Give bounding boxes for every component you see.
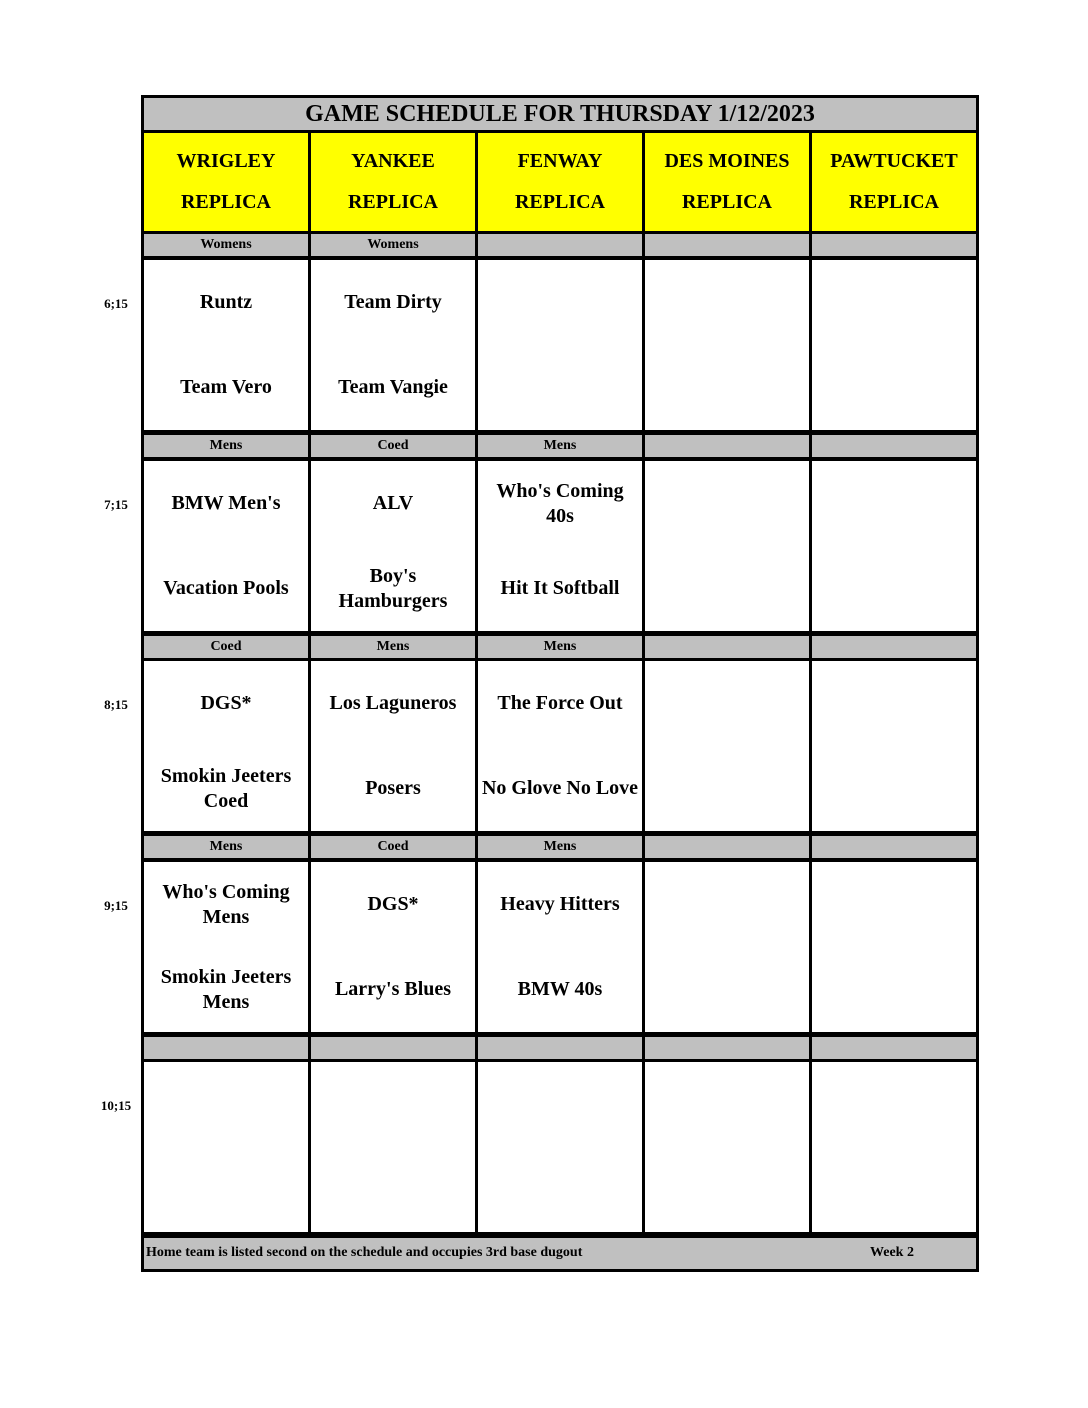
field-subtitle: REPLICA: [514, 191, 605, 213]
division-label: [812, 234, 976, 256]
home-team: [645, 746, 809, 831]
away-team: Who's Coming Mens: [162, 880, 290, 928]
away-team: [812, 461, 976, 546]
home-team: BMW 40s: [517, 978, 603, 1000]
game-cell: [311, 461, 475, 631]
field-name: PAWTUCKET: [830, 150, 958, 172]
game-cell: [478, 461, 642, 631]
home-team: [645, 947, 809, 1032]
division-label: Mens: [144, 836, 308, 858]
time-label: 8;15: [104, 697, 128, 712]
field-header-row: [144, 133, 976, 231]
away-team: [812, 661, 976, 746]
home-team: Posers: [365, 777, 421, 799]
home-team: [478, 345, 642, 430]
field-name: DES MOINES: [664, 150, 790, 172]
game-cell: [645, 1062, 809, 1232]
away-team: [645, 260, 809, 345]
away-team: DGS*: [200, 692, 252, 714]
field-header: [645, 133, 809, 231]
field-header: [478, 133, 642, 231]
away-team: [478, 260, 642, 345]
game-cell: [645, 862, 809, 1032]
home-team: No Glove No Love: [481, 777, 639, 799]
game-cell: [144, 862, 308, 1032]
division-row: [144, 234, 976, 256]
away-team: [812, 260, 976, 345]
home-team: Vacation Pools: [163, 577, 289, 599]
field-name: YANKEE: [351, 150, 435, 172]
away-team: [478, 1062, 642, 1147]
time-label: 9;15: [104, 898, 128, 913]
game-cell: [812, 461, 976, 631]
home-team: [311, 1147, 475, 1232]
away-team: [645, 862, 809, 947]
field-header: [311, 133, 475, 231]
division-label: [645, 636, 809, 658]
game-cell: [311, 260, 475, 430]
division-label: [645, 234, 809, 256]
home-team: [645, 345, 809, 430]
footer-bar: [144, 1238, 976, 1269]
away-team: [144, 1062, 308, 1147]
home-team: [478, 1147, 642, 1232]
division-label: [812, 636, 976, 658]
home-team: [812, 546, 976, 631]
division-label: Mens: [311, 636, 475, 658]
home-team: Smokin Jeeters Coed: [160, 764, 292, 812]
away-team: Team Dirty: [344, 291, 442, 313]
away-team: [311, 1062, 475, 1147]
game-cell: [645, 461, 809, 631]
game-cell: [311, 661, 475, 831]
division-label: Coed: [311, 836, 475, 858]
field-subtitle: REPLICA: [180, 191, 271, 213]
home-team: Boy's Hamburgers: [338, 564, 448, 612]
division-label: Mens: [144, 435, 308, 457]
division-label: [478, 234, 642, 256]
division-label: [478, 1037, 642, 1059]
game-cell: [478, 862, 642, 1032]
division-label: [645, 435, 809, 457]
field-name: WRIGLEY: [176, 150, 276, 172]
away-team: [812, 862, 976, 947]
home-team: [812, 947, 976, 1032]
field-header: [144, 133, 308, 231]
away-team: Who's Coming 40s: [496, 479, 624, 527]
game-cell: [144, 661, 308, 831]
division-label: [812, 836, 976, 858]
time-label: 10;15: [100, 1098, 132, 1113]
field-subtitle: REPLICA: [848, 191, 939, 213]
division-label: [144, 1037, 308, 1059]
away-team: Los Laguneros: [329, 692, 457, 714]
field-header: [812, 133, 976, 231]
home-team: [812, 746, 976, 831]
division-label: Coed: [311, 435, 475, 457]
field-subtitle: REPLICA: [681, 191, 772, 213]
division-row: [144, 636, 976, 658]
away-team: [645, 1062, 809, 1147]
division-label: [812, 1037, 976, 1059]
away-team: DGS*: [367, 893, 419, 915]
away-team: ALV: [372, 492, 414, 514]
game-cell: [311, 862, 475, 1032]
game-row: [144, 260, 976, 430]
home-team: Hit It Softball: [500, 577, 620, 599]
game-cell: [144, 461, 308, 631]
game-cell: [645, 260, 809, 430]
game-cell: [144, 260, 308, 430]
division-label: [645, 836, 809, 858]
home-team: [812, 1147, 976, 1232]
division-label: Mens: [478, 836, 642, 858]
away-team: The Force Out: [497, 692, 623, 714]
game-cell: [812, 1062, 976, 1232]
time-label: 7;15: [104, 497, 128, 512]
game-row: [144, 1062, 976, 1232]
home-team: [645, 546, 809, 631]
game-cell: [812, 260, 976, 430]
away-team: [645, 661, 809, 746]
week-label: Week 2: [870, 1245, 914, 1260]
away-team: [645, 461, 809, 546]
division-label: Womens: [144, 234, 308, 256]
division-label: [812, 435, 976, 457]
game-cell: [311, 1062, 475, 1232]
division-row: [144, 435, 976, 457]
division-label: Womens: [311, 234, 475, 256]
schedule-title: GAME SCHEDULE FOR THURSDAY 1/12/2023: [144, 98, 976, 130]
division-row: [144, 836, 976, 858]
game-cell: [478, 260, 642, 430]
game-cell: [478, 661, 642, 831]
game-cell: [812, 862, 976, 1032]
away-team: [812, 1062, 976, 1147]
away-team: Heavy Hitters: [500, 893, 620, 915]
game-row: [144, 862, 976, 1032]
home-team: [645, 1147, 809, 1232]
home-team: Team Vero: [180, 376, 272, 398]
game-cell: [645, 661, 809, 831]
division-label: Coed: [144, 636, 308, 658]
game-cell: [478, 1062, 642, 1232]
field-subtitle: REPLICA: [347, 191, 438, 213]
away-team: BMW Men's: [171, 492, 281, 514]
home-team: Smokin Jeeters Mens: [160, 965, 292, 1013]
game-row: [144, 661, 976, 831]
game-row: [144, 461, 976, 631]
division-label: Mens: [478, 435, 642, 457]
division-label: Mens: [478, 636, 642, 658]
division-label: [311, 1037, 475, 1059]
away-team: Runtz: [199, 291, 253, 313]
game-cell: [144, 1062, 308, 1232]
game-cell: [812, 661, 976, 831]
home-team: [144, 1147, 308, 1232]
division-label: [645, 1037, 809, 1059]
home-team: [812, 345, 976, 430]
home-team: Larry's Blues: [334, 978, 452, 1000]
home-team: Team Vangie: [338, 376, 448, 398]
division-row: [144, 1037, 976, 1059]
home-team-note: Home team is listed second on the schedule and occupies 3rd base dugout: [146, 1245, 583, 1260]
field-name: FENWAY: [517, 150, 603, 172]
time-label: 6;15: [104, 296, 128, 311]
